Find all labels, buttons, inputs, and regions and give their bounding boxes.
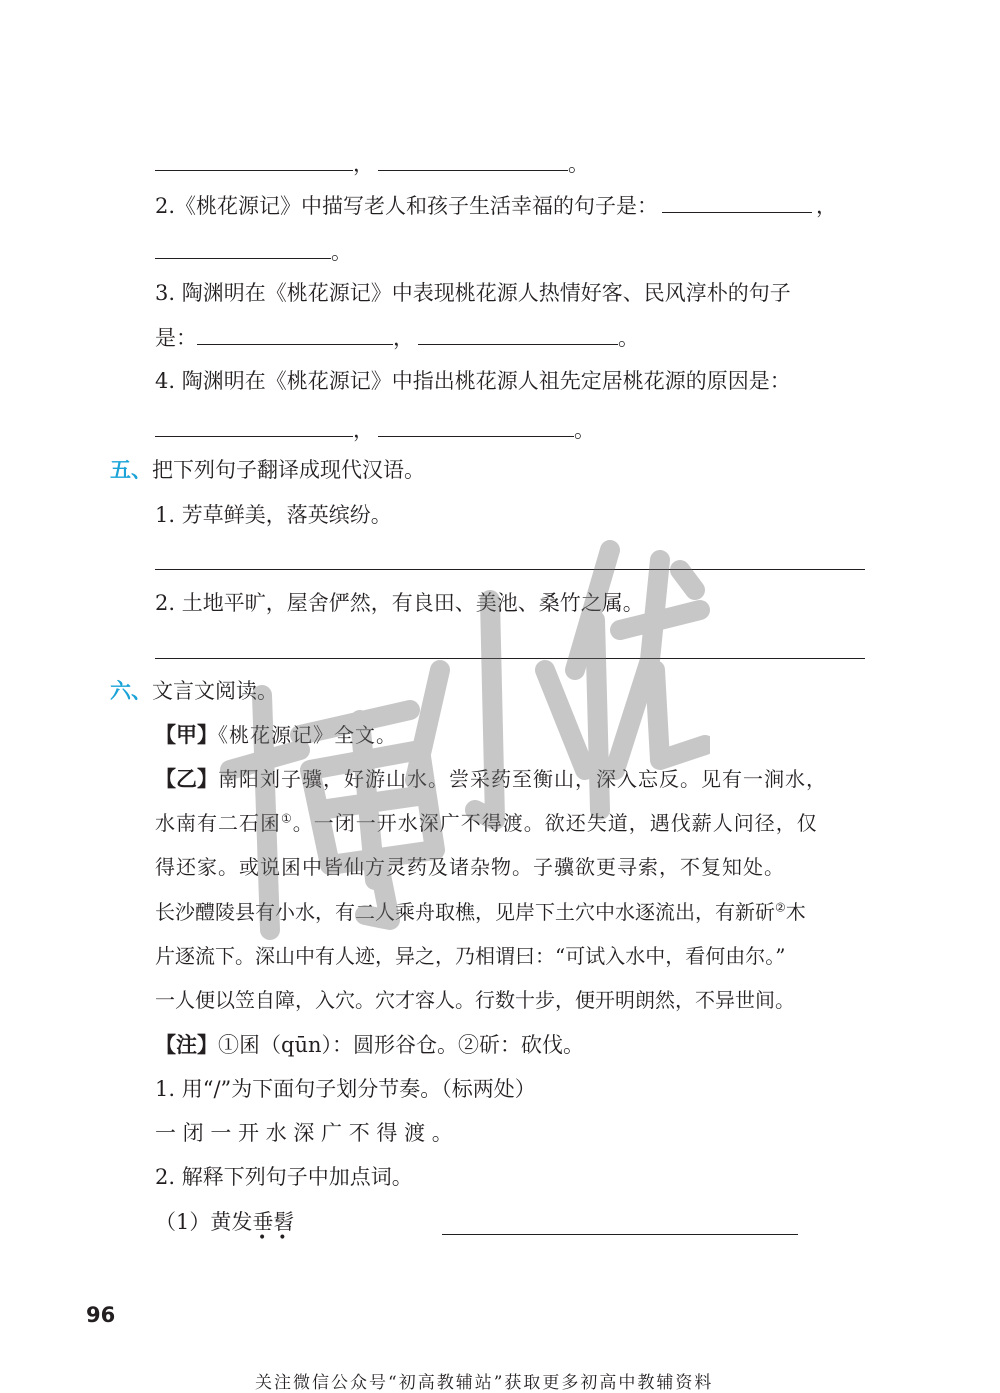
fill-blank[interactable] [662,190,812,213]
q4-item4: 4. 陶渊明在《桃花源记》中指出桃花源人祖先定居桃花源的原因是： [155,369,791,393]
q4-line1: ， 。 [155,148,589,179]
q4-item2: 2.《桃花源记》中描写老人和孩子生活幸福的句子是： ， [155,190,837,221]
annotation: 【注】①囷（qūn）：圆形谷仓。②斫：砍伐。 [155,1032,584,1057]
watermark-logo [190,520,710,940]
question-2-1: （1）黄发垂髫 [155,1210,295,1234]
q4-item3: 3. 陶渊明在《桃花源记》中表现桃花源人热情好客、民风淳朴的句子 [155,281,791,305]
translate-item-2: 2. 土地平旷，屋舍俨然，有良田、美池、桑竹之属。 [155,591,644,615]
section-number: 五、 [110,457,152,482]
section-5-heading [110,455,425,485]
page-number: 96 [86,1303,116,1327]
q4-item4-cont: ， 。 [155,414,595,445]
fill-blank[interactable] [155,148,353,171]
emphasis-dots: •• [258,1230,299,1246]
fill-blank[interactable] [418,322,618,345]
translate-item-1: 1. 芳草鲜美，落英缤纷。 [155,503,392,527]
section-title: 把下列句子翻译成现代汉语。 [152,458,425,482]
section-number: 六、 [110,678,152,703]
passage-yi-line: 长沙醴陵县有小水，有二人乘舟取樵，见岸下土穴中水逐流出，有新斫②木 [155,900,806,924]
fill-blank[interactable] [378,414,574,437]
passage-label: 【乙】 [155,766,218,791]
rhythm-sentence: 一 闭 一 开 水 深 广 不 得 渡 。 [155,1121,453,1145]
passage-label: 【甲】 [155,722,218,747]
section-title: 文言文阅读。 [152,679,278,703]
fill-blank[interactable] [155,414,353,437]
question-1: 1. 用“/”为下面句子划分节奏。（标两处） [155,1077,536,1101]
answer-line[interactable] [442,1234,798,1235]
q4-item3-cont: 是： ， 。 [155,322,639,353]
footer-note: 关注微信公众号“初高教辅站”获取更多初高中教辅资料 [255,1373,714,1393]
passage-yi-line: 水南有二石囷①。一闭一开水深广不得渡。欲还失道，遇伐薪人问径，仅 [155,811,818,835]
fill-blank[interactable] [155,236,331,259]
question-2: 2. 解释下列句子中加点词。 [155,1165,413,1189]
fill-blank[interactable] [197,322,393,345]
passage-yi-line: 片逐流下。深山中有人迹，异之，乃相谓曰：“可试入水中，看何由尔。” [155,944,786,968]
passage-yi-line: 【乙】南阳刘子骥，好游山水。尝采药至衡山，深入忘反。见有一涧水， [155,766,827,791]
note-label: 【注】 [155,1032,218,1057]
passage-jia: 【甲】《桃花源记》全文。 [155,722,397,747]
footnote-marker: ① [281,811,293,826]
passage-yi-line: 一人便以笠自障，入穴。穴才容人。行数十步，便开明朗然，不异世间。 [155,988,795,1012]
passage-yi-line: 得还家。或说囷中皆仙方灵药及诸杂物。子骥欲更寻索，不复知处。 [155,855,785,879]
fill-blank[interactable] [378,148,568,171]
footnote-marker: ② [775,900,786,915]
q4-item2-cont: 。 [155,236,352,267]
